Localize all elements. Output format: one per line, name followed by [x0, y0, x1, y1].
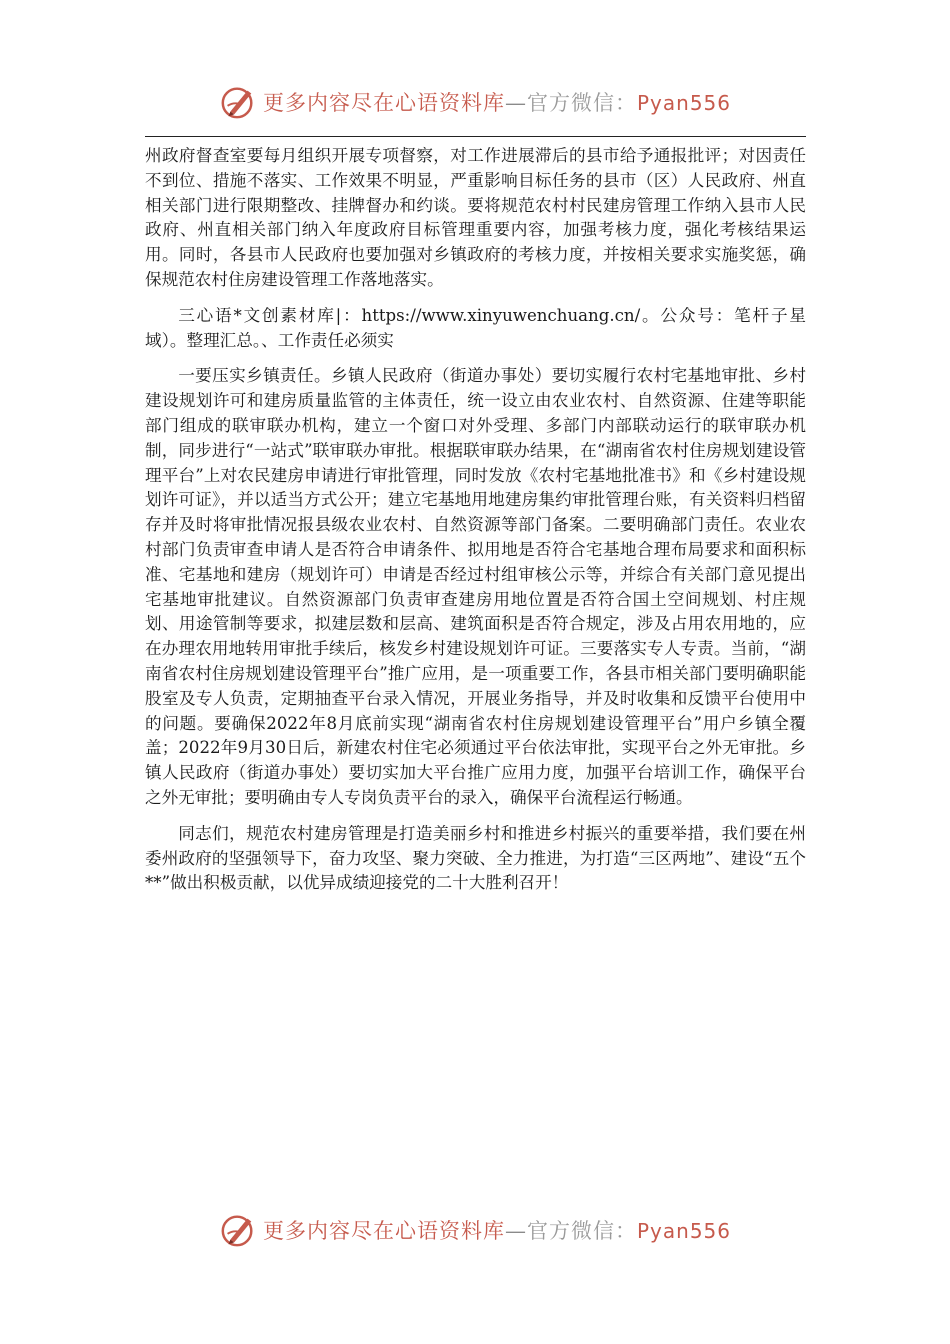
paragraph-source-note: 三心语*文创素材库|：https://www.xinyuwenchuang.cn/。公众号：笔杆子星域）。整理汇总。、工作责任必须实: [145, 305, 806, 350]
watermark-main-text: 更多内容尽在心语资料库: [262, 91, 505, 115]
watermark-main-text: 更多内容尽在心语资料库: [262, 1219, 505, 1243]
watermark-wechat-id: Pyan556: [636, 91, 731, 115]
paragraph-closing: 同志们，规范农村建房管理是打造美丽乡村和推进乡村振兴的重要举措，我们要在州委州政府的坚强领导下，奋力攻坚、聚力突破、全力推进，为打造“三区两地”、建设“五个**”做出积极贡献，以优异成绩迎接党的二十大胜利召开！: [145, 823, 806, 893]
pen-logo-icon: [219, 1211, 257, 1249]
watermark-separator: —: [504, 91, 527, 115]
header-divider: [145, 136, 806, 137]
watermark-wechat-id: Pyan556: [636, 1219, 731, 1243]
watermark-official-label: 官方微信：: [526, 91, 637, 115]
document-body: [145, 144, 806, 896]
watermark-official-label: 官方微信：: [526, 1219, 637, 1243]
paragraph-responsibilities: 一要压实乡镇责任。乡镇人民政府（街道办事处）要切实履行农村宅基地审批、乡村建设规划许可和建房质量监管的主体责任，统一设立由农业农村、自然资源、住建等职能部门组成的联审联办机构，建立一个窗口对外受理、多部门内部联动运行的联审联办机制，同步进行“一站式”联审联办审批。根据联审联办结果，在“湖南省农村住房规划建设管理平台”上对农民建房申请进行审批管理，同时发放《农村宅基地批准书》和《乡村建设规划许可证》，并以适当方式公开；建立宅基地用地建房集约审批管理台账，有关资料归档留存并及时将审批情况报县级农业农村、自然资源等部门备案。二要明确部门责任。农业农村部门负责审查申请人是否符合申请条件、拟用地是否符合宅基地合理布局要求和面积标准、宅基地和建房（规划许可）申请是否经过村组审核公示等，并综合有关部门意见提出宅基地审批建议。自然资源部门负责审查建房用地位置是否符合国土空间规划、村庄规划、用途管制等要求，拟建层数和层高、建筑面积是否符合规定，涉及占用农用地的，应在办理农用地转用审批手续后，核发乡村建设规划许可证。三要落实专人专责。当前，“湖南省农村住房规划建设管理平台”推广应用，是一项重要工作，各县市相关部门要明确职能股室及专人负责，定期抽查平台录入情况，开展业务指导，并及时收集和反馈平台使用中的问题。要确保2022年8月底前实现“湖南省农村住房规划建设管理平台”用户乡镇全覆盖；2022年9月30日后，新建农村住宅必须通过平台依法审批，实现平台之外无审批。乡镇人民政府（街道办事处）要切实加大平台推广应用力度，加强平台培训工作，确保平台之外无审批；要明确由专人专岗负责平台的录入，确保平台流程运行畅通。: [145, 366, 806, 807]
paragraph-supervision: 州政府督查室要每月组织开展专项督察，对工作进展滞后的县市给予通报批评；对因责任不到位、措施不落实、工作效果不明显，严重影响目标任务的县市（区）人民政府、州直相关部门进行限期整改、挂牌督办和约谈。要将规范农村村民建房管理工作纳入县市人民政府、州直相关部门纳入年度政府目标管理重要内容，加强考核力度，强化考核结果运用。同时，各县市人民政府也要加强对乡镇政府的考核力度，并按相关要求实施奖惩，确保规范农村住房建设管理工作落地落实。: [145, 146, 806, 289]
footer-watermark: [0, 1210, 950, 1250]
watermark-separator: —: [504, 1219, 527, 1243]
pen-logo-icon: [219, 83, 257, 121]
header-watermark: [0, 82, 950, 122]
